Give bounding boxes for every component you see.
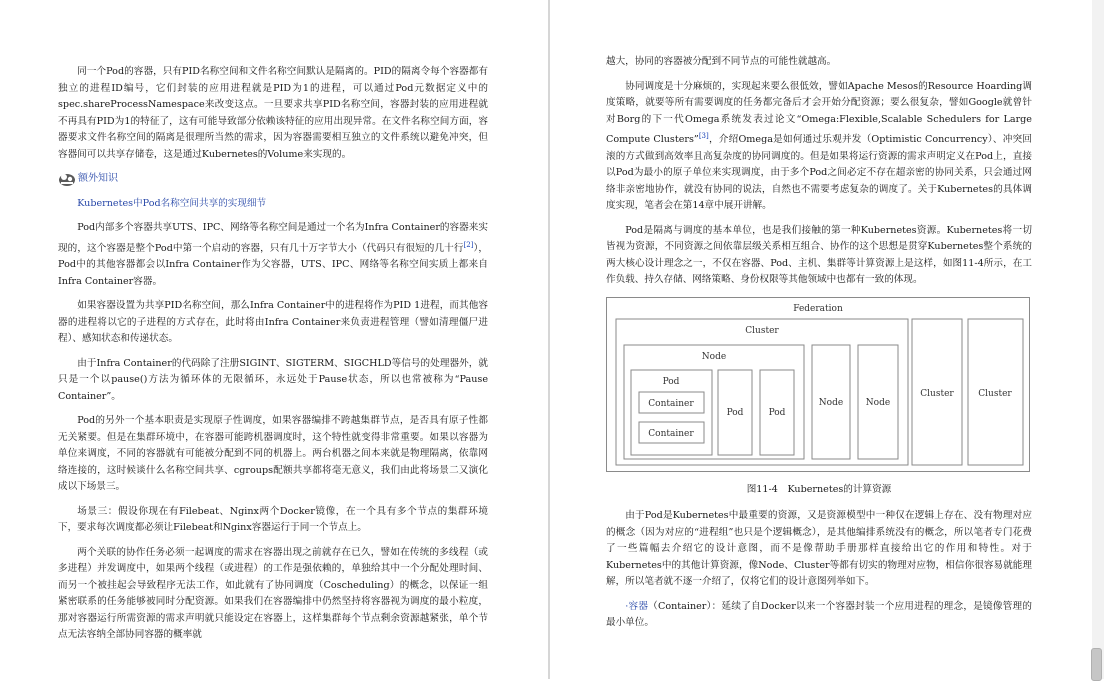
node-label-small: Node: [865, 397, 891, 408]
pod-label-small: Pod: [726, 407, 744, 418]
note-icon: [58, 171, 76, 187]
right-page-column: [606, 54, 1032, 640]
cluster-main-label: Cluster: [745, 325, 779, 336]
bullet-term: ·容器: [625, 600, 649, 612]
extra-knowledge-label: 额外知识: [78, 173, 118, 184]
right-page: [550, 0, 1104, 679]
paragraph: 越大，协同的容器被分配到不同节点的可能性就越高。: [606, 56, 837, 67]
left-page: [0, 0, 548, 679]
paragraph-text: ），Pod中的其他容器都会以Infra Container作为父容器，UTS、IPC、网络等名称空间实质上都来自Infra Container容器。: [58, 242, 489, 287]
figure-caption: 图11-4 Kubernetes的计算资源: [746, 483, 892, 495]
paragraph: Pod的另外一个基本职责是实现原子性调度，如果容器编排不跨越集群节点，是否具有原子性都无关紧要。但是在集群环境中，在容器可能跨机器调度时，这个特性就变得非常重要。如果以容器为单位来调度，不同的容器就有可能被分配到不同的机器上。两台机器之间本来就是物理隔离，依靠网络连接的，这时候谈什么名称空间共享、cgroups配额共享都将毫无意义，我们由此将场景二又演化成以下场景三。: [58, 415, 488, 493]
paragraph: 场景三：假设你现在有Filebeat、Nginx两个Docker镜像，在一个具有多个节点的集群环境下，要求每次调度都必须让Filebeat和Nginx容器运行于同一个节点上。: [58, 505, 488, 534]
paragraph: [606, 79, 1032, 215]
cluster-label-small: Cluster: [920, 388, 954, 399]
scrollbar-track[interactable]: [1092, 0, 1104, 679]
paragraph-text: 协同调度是十分麻烦的，实现起来要么很低效，譬如Apache Mesos的Resource Hoarding调度策略，就要等所有需要调度的任务都完备后才会开始分配资源；要么很复杂，譬如Google就曾针对Borg的下一代Omega系统发表过论文“Omega:Flexible,Scalable Schedulers for Large Compute Clusters”: [606, 80, 1032, 146]
paragraph: Pod是隔离与调度的基本单位，也是我们接触的第一种Kubernetes资源。Kubernetes将一切皆视为资源，不同资源之间依靠层级关系相互组合、协作的这个思想是贯穿Kubernetes整个系统的两大核心设计理念之一，不仅在容器、Pod、主机、集群等计算资源上是这样，如图11-4所示，在工作负载、持久存储、网络策略、身份权限等其他领域中也都有一致的体现。: [606, 224, 1032, 286]
extra-knowledge-header: [58, 171, 488, 188]
scrollbar-thumb[interactable]: [1091, 648, 1102, 681]
footnote-reference[interactable]: [2]: [463, 240, 474, 249]
footnote-reference[interactable]: [3]: [698, 132, 709, 140]
extra-knowledge-subheading: Kubernetes中Pod名称空间共享的实现细节: [77, 197, 267, 209]
pod-label-small: Pod: [768, 407, 786, 418]
paragraph: [58, 220, 488, 290]
container-label: Container: [648, 398, 694, 409]
compute-resources-diagram: [606, 297, 1030, 472]
paragraph: 两个关联的协作任务必须一起调度的需求在容器出现之前就存在已久，譬如在传统的多线程（或多进程）并发调度中，如果两个线程（或进程）的工作是强依赖的，单独给其中一个分配处理时间、而另一个被挂起会导致程序无法工作，如此就有了协同调度（Coscheduling）的概念，以保证一组紧密联系的任务能够被同时分配资源。如果我们在容器编排中仍然坚持将容器视为调度的最小粒度，那对容器运行所需资源的需求声明就只能设定在容器上，这样集群每个节点剩余资源越紧张，单个节点无法容纳全部协同容器的概率就: [58, 546, 488, 641]
container-label: Container: [648, 428, 694, 439]
paragraph-text: Pod内部多个容器共享UTS、IPC、网络等名称空间是通过一个名为Infra Container的容器来实现的，这个容器是整个Pod中第一个启动的容器，只有几十万字节大小（代码只有很短的几十行: [58, 222, 488, 254]
paragraph: 如果容器设置为共享PID名称空间，那么Infra Container中的进程将作为PID 1进程，而其他容器的进程将以它的子进程的方式存在，此时将由Infra Container来负责进程管理（譬如清理僵尸进程）、感知状态和传递状态。: [58, 300, 488, 345]
pod-label: Pod: [662, 376, 680, 387]
node-label-small: Node: [818, 397, 844, 408]
paragraph: 由于Infra Container的代码除了注册SIGINT、SIGTERM、SIGCHLD等信号的处理器外，就只是一个以pause()方法为循环体的无限循环，永远处于Pause状态，所以也常被称为“Pause Container”。: [58, 357, 488, 402]
cluster-label-small: Cluster: [978, 388, 1012, 399]
paragraph-text: ，介绍Omega是如何通过乐观并发（Optimistic Concurrency）、冲突回滚的方式做到高效率且高复杂度的协同调度的。但是如果将运行资源的需求声明定义在Pod上，直接以Pod为最小的原子单位来实现调度，由于多个Pod之间必定不存在超亲密的协同关系，只会通过网络非亲密地协作，就没有协同的说法，自然也不需要考虑复杂的调度了。关于Kubernetes的具体调度实现，笔者会在第14章中展开讲解。: [606, 134, 1033, 212]
paragraph: 由于Pod是Kubernetes中最重要的资源，又是资源模型中一种仅在逻辑上存在、没有物理对应的概念（因为对应的“进程组”也只是个逻辑概念），是其他编排系统没有的概念，所以笔者专门花费了一些篇幅去介绍它的设计意图，而不是像帮助手册那样直接给出它的作用和特性。对于Kubernetes中的其他计算资源，像Node、Cluster等都有切实的物理对应物，相信你很容易就能理解，所以笔者就不逐一介绍了，仅将它们的设计意图列举如下。: [606, 510, 1032, 588]
bullet-text: （Container）：延续了自Docker以来一个容器封装一个应用进程的理念，是镜像管理的最小单位。: [606, 600, 1032, 629]
node-main-label: Node: [701, 351, 727, 362]
left-page-column: [58, 64, 488, 652]
federation-label: Federation: [793, 303, 843, 314]
paragraph: 同一个Pod的容器，只有PID名称空间和文件名称空间默认是隔离的。PID的隔离令每个容器都有独立的进程ID编号，它们封装的应用进程就是PID为1的进程，可以通过Pod元数据定义中的spec.shareProcessNamespace来改变这点。一旦要求共享PID名称空间，容器封装的应用进程就不再具有PID为1的特征了，这有可能导致部分依赖该特征的应用出现异常。在文件名称空间方面，容器要求文件名称空间的隔离是很理所当然的需求，因为容器需要相互独立的文件系统以避免冲突，但容器间可以共享存储卷，这是通过Kubernetes的Volume来实现的。: [58, 66, 488, 160]
bullet-item: [606, 599, 1032, 632]
